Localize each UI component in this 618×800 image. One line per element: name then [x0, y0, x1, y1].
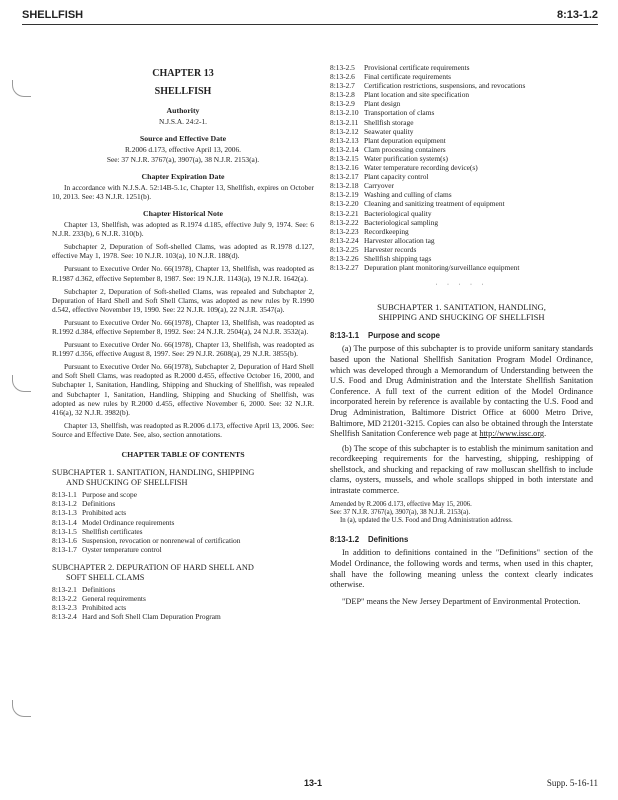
history-paragraph: Pursuant to Executive Order No. 66(1978), Chapter 13, Shellfish, was readopted as R.1992 d.384, effective September 8, 1992. See: 24 N.J.R. 2504(a), 24 N.J.R. 3532(a).	[52, 317, 314, 336]
section-heading: 8:13-1.2 Definitions	[330, 535, 409, 545]
toc-item[interactable]: 8:13-2.24 Harvester allocation tag	[330, 235, 435, 245]
toc-item[interactable]: 8:13-2.1 Definitions	[52, 585, 116, 595]
toc-item[interactable]: 8:13-2.25 Harvester records	[330, 244, 417, 254]
punch-hole-mark	[12, 700, 31, 717]
expiration-text: In accordance with N.J.S.A. 52:14B-5.1c, Chapter 13, Shellfish, expires on October 10, 2013. See: 43 N.J.R. 1251(b).	[52, 182, 314, 201]
toc-item[interactable]: 8:13-2.17 Plant capacity control	[330, 172, 429, 182]
toc-item[interactable]: 8:13-2.16 Water temperature recording device(s)	[330, 163, 478, 173]
toc-subchapter-title: SUBCHAPTER 2. DEPURATION OF HARD SHELL AND SOFT SHELL CLAMS	[52, 562, 254, 582]
separator: · · · · ·	[435, 282, 488, 289]
toc-item[interactable]: 8:13-2.9 Plant design	[330, 99, 401, 109]
source-line: See: 37 N.J.R. 3767(a), 3907(a), 38 N.J.R. 2153(a).	[106, 154, 260, 164]
toc-list-sub1	[52, 490, 314, 554]
section-paragraph: (a) The purpose of this subchapter is to provide uniform sanitary standards based upon the National Shellfish Sanitation Program Model Ordinance, which was developed through a Memorandum of Understanding between the U.S. Food and Drug Administration and the Interstate Shellfish Sanitation Conference. A full text of the current edition of the Model Ordinance incorporated herein by reference is available by contacting the U.S. Food and Drug Administration, Baltimore District Office at 6000 Metro Drive, Baltimore, MD 21201-3215. Copies can also be obtained through the Interstate Shellfish Sanitation Conference web page at http://www.issc.org.	[330, 344, 593, 439]
toc-item[interactable]: 8:13-1.4 Model Ordinance requirements	[52, 517, 175, 527]
right-column	[330, 63, 593, 611]
supplement-date: Supp. 5-16-11	[546, 778, 598, 788]
history-paragraph: Pursuant to Executive Order No. 66(1978), Chapter 13, Shellfish, was readopted as R.1987 d.362, effective September 8, 1987. See: 19 N.J.R. 1143(a), 19 N.J.R. 1642(a).	[52, 264, 314, 283]
toc-item[interactable]: 8:13-2.13 Plant depuration equipment	[330, 135, 446, 145]
toc-item[interactable]: 8:13-2.6 Final certificate requirements	[330, 72, 452, 82]
history-paragraph: Pursuant to Executive Order No. 66(1978), Chapter 13, Shellfish, was readopted as R.1997 d.356, effective August 8, 1997. See: 29 N.J.R. 2608(a), 29 N.J.R. 3855(b).	[52, 340, 314, 359]
toc-item[interactable]: 8:13-2.3 Prohibited acts	[52, 603, 127, 613]
section-paragraph: In addition to definitions contained in the "Definitions" section of the Model Ordinance, the following words and terms, when used in this chapter, shall have the following meaning unless the context clearly indicates otherwise.	[330, 548, 593, 590]
amendment-note: See: 37 N.J.R. 3767(a), 3907(a), 38 N.J.R. 2153(a).	[330, 508, 471, 516]
authority-text: N.J.S.A. 24:2-1.	[158, 117, 208, 127]
toc-item[interactable]: 8:13-2.23 Recordkeeping	[330, 226, 409, 236]
toc-item[interactable]: 8:13-2.19 Washing and culling of clams	[330, 190, 452, 200]
toc-item[interactable]: 8:13-2.10 Transportation of clams	[330, 108, 435, 118]
toc-item[interactable]: 8:13-1.3 Prohibited acts	[52, 508, 127, 518]
toc-item[interactable]: 8:13-2.4 Hard and Soft Shell Clam Depuration Program	[52, 612, 221, 622]
amendment-note: In (a), updated the U.S. Food and Drug Administration address.	[340, 517, 513, 525]
toc-item[interactable]: 8:13-2.12 Seawater quality	[330, 126, 414, 136]
toc-item[interactable]: 8:13-2.21 Bacteriological quality	[330, 208, 432, 218]
toc-item[interactable]: 8:13-1.6 Suspension, revocation or nonrenewal of certification	[52, 535, 241, 545]
toc-list-sub2-continued	[330, 63, 593, 272]
toc-item[interactable]: 8:13-1.7 Oyster temperature control	[52, 544, 162, 554]
toc-item[interactable]: 8:13-2.2 General requirements	[52, 594, 146, 604]
amendment-note: Amended by R.2006 d.173, effective May 15, 2006.	[330, 500, 472, 508]
toc-item[interactable]: 8:13-2.26 Shellfish shipping tags	[330, 253, 432, 263]
toc-item[interactable]: 8:13-2.11 Shellfish storage	[330, 117, 414, 127]
toc-item[interactable]: 8:13-1.1 Purpose and scope	[52, 490, 138, 500]
section-paragraph: (b) The scope of this subchapter is to establish the minimum sanitation and recordkeeping requirements for the harvesting, shipping, reshipping of shellstock, and shucking and repacking of raw molluscan shellfish to include clams, oysters, mussels, and whole scallops shipped in both interstate and intrastate commerce.	[330, 443, 593, 496]
punch-hole-mark	[12, 80, 31, 97]
toc-item[interactable]: 8:13-2.15 Water purification system(s)	[330, 153, 448, 163]
history-paragraph: Chapter 13, Shellfish, was readopted as R.2006 d.173, effective April 13, 2006. See: Source and Effective Date. See, also, section annotations.	[52, 420, 314, 439]
history-paragraph: Subchapter 2, Depuration of Soft-shelled Clams, was adopted as R.1978 d.127, effective May 1, 1978. See: 10 N.J.R. 103(a), 10 N.J.R. 188(d).	[52, 242, 314, 261]
toc-item[interactable]: 8:13-2.20 Cleaning and sanitizing treatment of equipment	[330, 199, 505, 209]
subchapter-heading: SUBCHAPTER 1. SANITATION, HANDLING, SHIPPING AND SHUCKING OF SHELLFISH	[377, 302, 546, 323]
toc-item[interactable]: 8:13-2.22 Bacteriological sampling	[330, 217, 439, 227]
authority-heading: Authority	[166, 106, 200, 116]
section-paragraph: "DEP" means the New Jersey Department of Environmental Protection.	[342, 596, 581, 606]
history-paragraph: Pursuant to Executive Order No. 66(1978), Subchapter 2, Depuration of Hard Shell and Soft Shell Clams, was readopted as R.2000 d.455, effective October 16, 2000, and Subchapter 1, Sanitation, Handling, Shipping and Shucking of Shellfish, was repealed and Subchapter 1, Sanitation, Handling, Shipping and Shucking of Shellfish, was adopted as new rules by R.2000 d.455, effective November 6, 2000. See: 32 N.J.R. 416(a), 32 N.J.R. 3982(b).	[52, 362, 314, 417]
history-paragraph: Subchapter 2, Depuration of Soft-shelled Clams, was repealed and Subchapter 2, Depuration of Hard Shell and Soft Shell Clams, was adopted as new rules by R.1990 d.542, effective November 19, 1990. See: 22 N.J.R. 109(a), 22 N.J.R. 3547(a).	[52, 286, 314, 314]
toc-item[interactable]: 8:13-2.8 Plant location and site specification	[330, 90, 470, 100]
punch-hole-mark	[12, 375, 31, 392]
chapter-number: CHAPTER 13	[152, 68, 214, 79]
page-footer	[22, 778, 598, 790]
toc-item[interactable]: 8:13-1.2 Definitions	[52, 499, 116, 509]
history-paragraph: Chapter 13, Shellfish, was adopted as R.1974 d.185, effective July 9, 1974. See: 6 N.J.R. 233(b), 6 N.J.R. 310(b).	[52, 220, 314, 239]
toc-item[interactable]: 8:13-1.5 Shellfish certificates	[52, 526, 143, 536]
history-heading: Chapter Historical Note	[143, 208, 223, 218]
header-rule	[22, 24, 598, 25]
source-line: R.2006 d.173, effective April 13, 2006.	[124, 145, 242, 155]
chapter-title: SHELLFISH	[154, 86, 212, 98]
toc-heading: CHAPTER TABLE OF CONTENTS	[121, 450, 245, 459]
header-title: SHELLFISH	[22, 9, 84, 21]
header-section: 8:13-1.2	[557, 9, 598, 21]
section-heading: 8:13-1.1 Purpose and scope	[330, 331, 440, 341]
toc-list-sub2	[52, 585, 314, 621]
toc-subchapter-title: SUBCHAPTER 1. SANITATION, HANDLING, SHIPPING AND SHUCKING OF SHELLFISH	[52, 468, 255, 487]
running-header	[22, 9, 598, 23]
toc-item[interactable]: 8:13-2.14 Clam processing containers	[330, 144, 446, 154]
issc-link[interactable]: http://www.issc.org	[479, 429, 545, 439]
left-column	[52, 63, 314, 622]
toc-item[interactable]: 8:13-2.5 Provisional certificate requirements	[330, 63, 470, 72]
expiration-heading: Chapter Expiration Date	[141, 171, 225, 181]
toc-item[interactable]: 8:13-2.18 Carryover	[330, 181, 394, 191]
page-number: 13-1	[304, 778, 323, 788]
source-heading: Source and Effective Date	[139, 134, 227, 144]
toc-item[interactable]: 8:13-2.27 Depuration plant monitoring/surveillance equipment	[330, 263, 520, 273]
toc-item[interactable]: 8:13-2.7 Certification restrictions, suspensions, and revocations	[330, 81, 526, 91]
